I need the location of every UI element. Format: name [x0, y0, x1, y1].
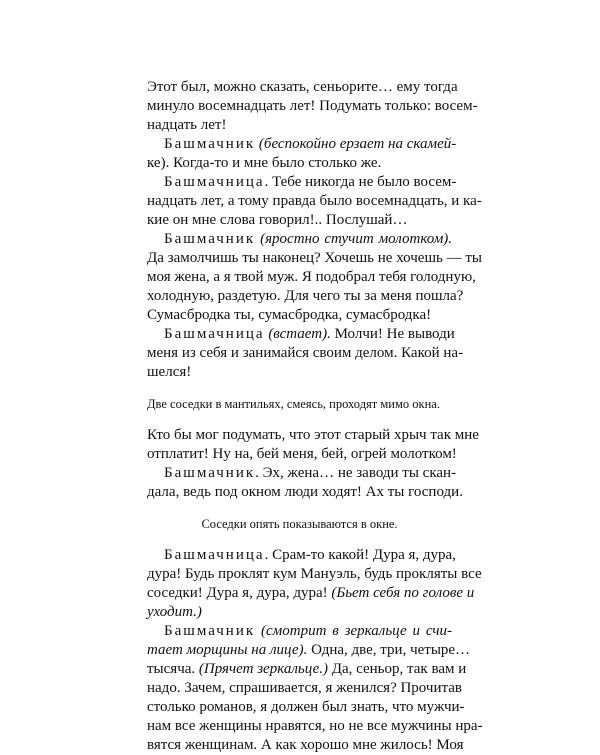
text-line: холодную, раздетую. Для чего ты за меня пошла? — [147, 288, 464, 304]
stage-direction: тает морщины на лице). — [147, 642, 308, 658]
stage-direction: (яростно стучит молотком). — [260, 231, 453, 247]
text-line: кие он мне слова говорил!.. Послушай… — [147, 212, 408, 228]
speaker-name: Башмачник — [164, 136, 256, 152]
text-line: Сумасбродка ты, сумасбродка, сумасбродка! — [147, 307, 432, 323]
text-line — [147, 660, 467, 679]
dialogue-line — [164, 135, 457, 154]
text-line: меня из себя и занимайся своим делом. Какой на- — [147, 345, 464, 361]
text-line: ке). Когда-то и мне было столько же. — [147, 155, 382, 171]
text-line: вятся женщинам. А как хорошо мне жилось! Моя — [147, 737, 464, 753]
stage-direction: уходит.) — [147, 604, 202, 620]
dialogue-line — [164, 464, 457, 483]
speaker-name: Башмачник — [164, 231, 256, 247]
stage-direction: (встает). — [268, 326, 331, 342]
dialogue-line — [164, 173, 457, 192]
dialogue-line — [164, 230, 452, 249]
text-line: минуло восемнадцать лет! Подумать только: восем- — [147, 98, 478, 114]
speaker-name: Башмачница — [164, 174, 265, 190]
stage-direction-line: Соседки опять показываются в окне. — [201, 517, 398, 531]
speaker-name: Башмачник — [164, 623, 256, 639]
dialogue-text: Да, сеньор, так вам и — [328, 661, 467, 677]
stage-direction-line: Две соседки в мантильях, смеясь, проходят мимо окна. — [147, 397, 440, 411]
text-line: столько романов, я должен был знать, что мужчи- — [147, 699, 465, 715]
text-line: Да замолчишь ты наконец? Хочешь не хочешь — ты — [147, 250, 482, 266]
text-line: надо. Зачем, спрашивается, я женился? Прочитав — [147, 680, 462, 696]
text-line: дала, ведь под окном люди ходят! Ах ты господи. — [147, 484, 463, 500]
dialogue-text: соседки! Дура я, дура, дура! — [147, 585, 332, 601]
speaker-name: Башмачница — [164, 326, 265, 342]
text-line — [147, 641, 471, 660]
dialogue-text: тысяча. — [147, 661, 199, 677]
stage-direction: (Прячет зеркальце.) — [198, 661, 329, 677]
dialogue-line — [164, 546, 456, 565]
text-line: Кто бы мог подумать, что этот старый хрыч так мне — [147, 427, 479, 443]
text-line — [147, 584, 475, 603]
text-line: отплатит! Ну на, бей меня, бей, огрей молотком! — [147, 446, 457, 462]
text-line: моя жена, а я твой муж. Я подобрал тебя голодную, — [147, 269, 476, 285]
text-line: Этот был, можно сказать, сеньорите… ему тогда — [147, 79, 458, 95]
dialogue-line — [164, 325, 455, 344]
dialogue-text: . Срам-то какой! Дура я, дура, — [264, 547, 456, 563]
text-line: дура! Будь проклят кум Мануэль, будь прокляты все — [147, 566, 482, 582]
text-line: надцать лет! — [147, 117, 227, 133]
stage-direction: (беспокойно ерзает на скамей- — [258, 136, 457, 152]
dialogue-line — [164, 622, 452, 641]
speaker-name: Башмачница — [164, 547, 265, 563]
text-line: шелся! — [147, 364, 192, 380]
dialogue-text: . Эх, жена… не заводи ты скан- — [255, 465, 457, 481]
dialogue-text: Молчи! Не выводи — [330, 326, 455, 342]
dialogue-text: Одна, две, три, четыре… — [307, 642, 471, 658]
stage-direction: (смотрит в зеркальце и счи- — [261, 623, 452, 639]
stage-direction: (Бьет себя по голове и — [331, 585, 475, 601]
text-line: надцать лет, а тому правда было восемнадцать, и ка- — [147, 193, 482, 209]
dialogue-text: . Тебе никогда не было восем- — [264, 174, 457, 190]
text-line: нам все женщины нравятся, но не все мужчины нра- — [147, 718, 483, 734]
speaker-name: Башмачник — [164, 465, 256, 481]
